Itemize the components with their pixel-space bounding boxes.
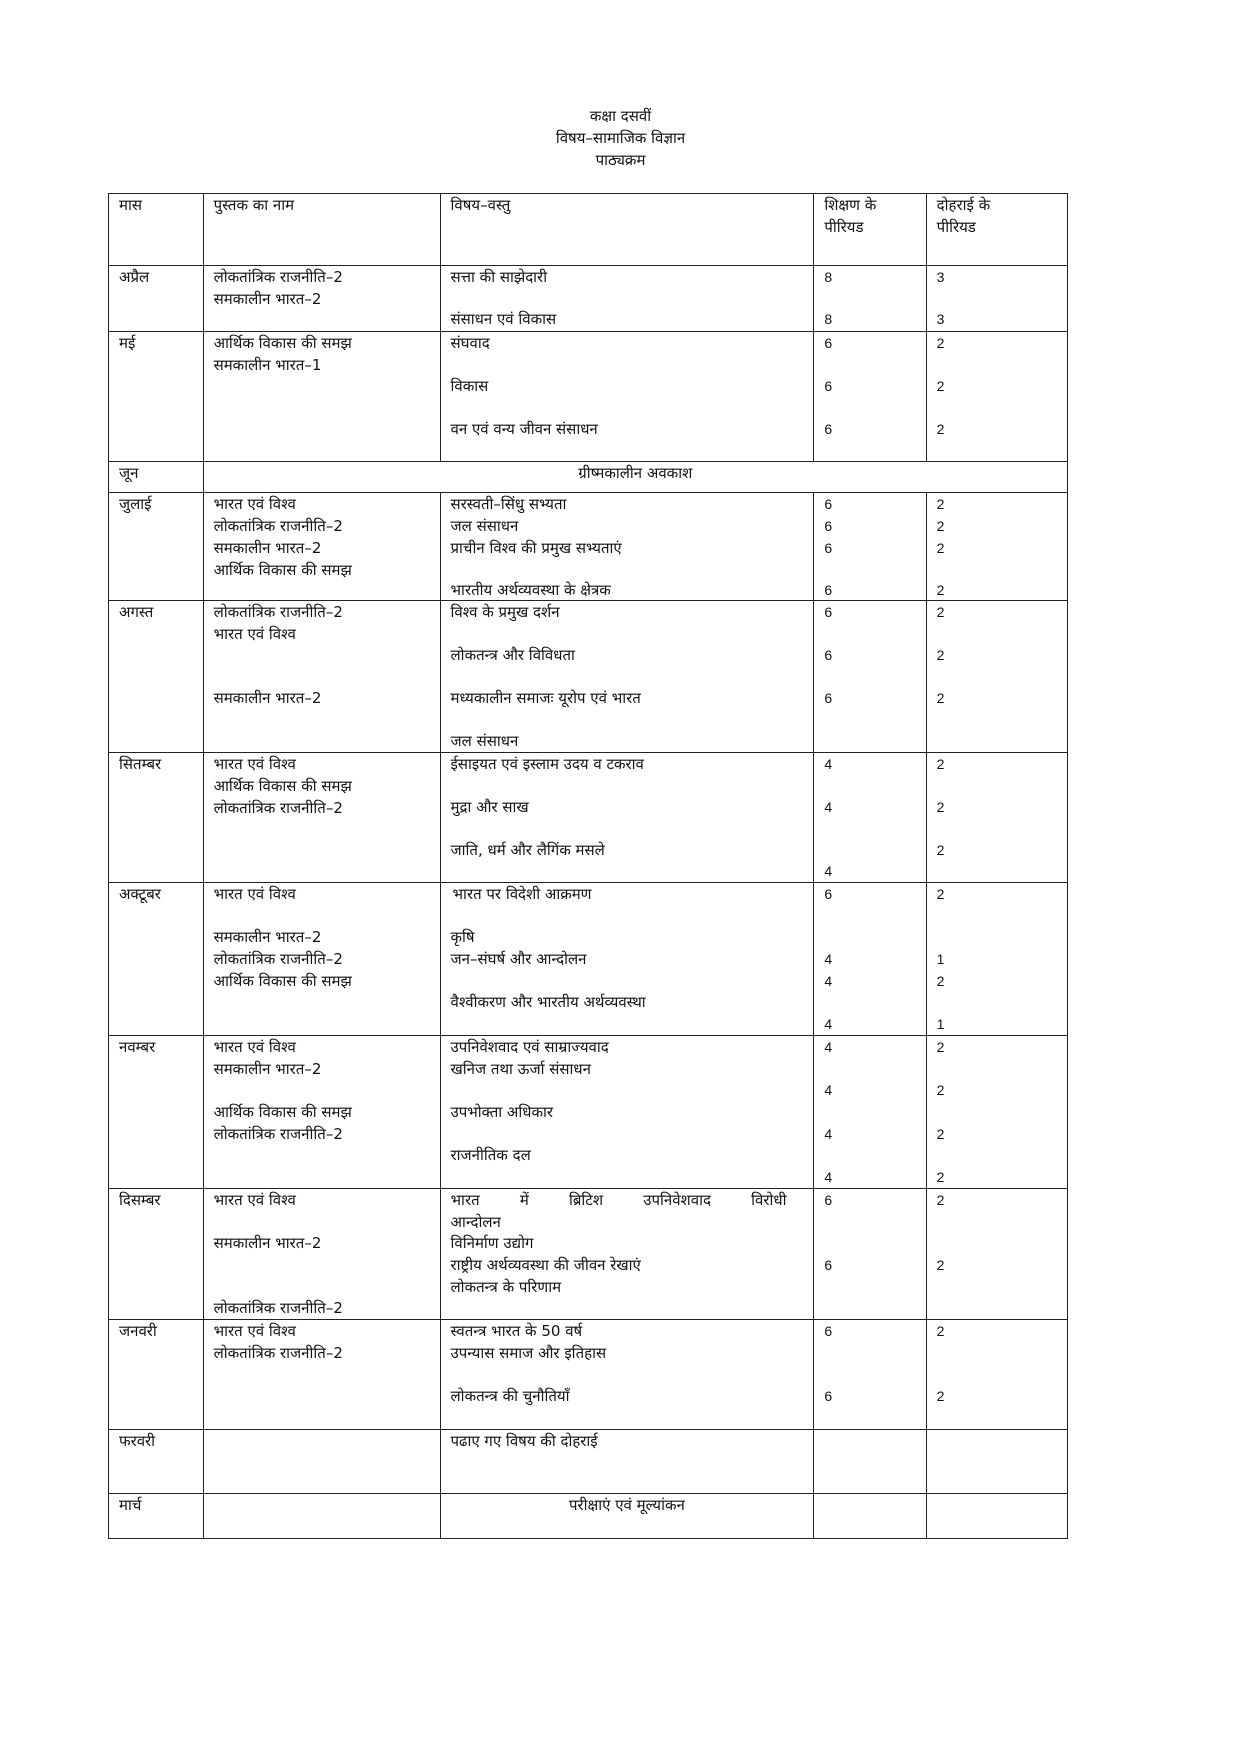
revision-periods: 2 bbox=[936, 378, 945, 394]
table-row bbox=[109, 1189, 1068, 1320]
book-name: समकालीन भारत–2 bbox=[213, 1234, 322, 1252]
teaching-periods: 6 bbox=[824, 1323, 833, 1339]
table-row bbox=[109, 883, 1068, 1036]
content-topic: आन्दोलन bbox=[450, 1213, 501, 1231]
table-row bbox=[109, 332, 1068, 462]
content-topic: ईसाइयत एवं इस्लाम उदय व टकराव bbox=[450, 755, 644, 773]
revision-periods: 2 bbox=[936, 973, 945, 989]
content-topic: जल संसाधन bbox=[450, 732, 519, 750]
content-topic: लोकतन्त्र की चुनौतियाँ bbox=[450, 1387, 570, 1405]
revision-periods: 2 bbox=[936, 335, 945, 351]
month-cell: जुलाई bbox=[119, 495, 152, 513]
content-topic: कृषि bbox=[450, 928, 475, 946]
revision-periods: 2 bbox=[936, 582, 945, 598]
table-row bbox=[109, 1494, 1068, 1539]
revision-periods: 2 bbox=[936, 421, 945, 437]
content-word: उपनिवेशवाद bbox=[643, 1191, 711, 1209]
content-topic: सरस्वती–सिंधु सभ्यता bbox=[450, 495, 567, 513]
doc-title-class: कक्षा दसवीं bbox=[589, 107, 652, 125]
month-cell: नवम्बर bbox=[119, 1038, 156, 1056]
content-topic: भारतीय अर्थव्यवस्था के क्षेत्रक bbox=[450, 581, 611, 599]
teaching-periods: 4 bbox=[824, 756, 833, 772]
book-name: भारत एवं विश्व bbox=[213, 755, 296, 773]
month-cell: सितम्बर bbox=[119, 755, 162, 773]
book-name: भारत एवं विश्व bbox=[213, 1038, 296, 1056]
table-row bbox=[109, 266, 1068, 332]
content-topic: मध्यकालीन समाजः यूरोप एवं भारत bbox=[450, 689, 641, 707]
teaching-periods: 6 bbox=[824, 378, 833, 394]
col-header-content: विषय–वस्तु bbox=[450, 196, 511, 214]
teaching-periods: 4 bbox=[824, 1169, 833, 1185]
content-topic: राष्ट्रीय अर्थव्यवस्था की जीवन रेखाएं bbox=[450, 1256, 641, 1274]
teaching-periods: 4 bbox=[824, 973, 833, 989]
table-row bbox=[109, 601, 1068, 753]
revision-periods: 2 bbox=[936, 604, 945, 620]
table-header-row bbox=[109, 194, 1068, 266]
content-topic: पढाए गए विषय की दोहराई bbox=[450, 1432, 598, 1450]
teaching-periods: 6 bbox=[824, 335, 833, 351]
book-name: लोकतांत्रिक राजनीति–2 bbox=[213, 799, 343, 817]
table-row bbox=[109, 1320, 1068, 1430]
teaching-periods: 4 bbox=[824, 951, 833, 967]
revision-periods: 3 bbox=[936, 269, 945, 285]
content-topic: प्राचीन विश्व की प्रमुख सभ्यताएं bbox=[450, 539, 622, 557]
book-name: लोकतांत्रिक राजनीति–2 bbox=[213, 268, 343, 286]
revision-periods: 2 bbox=[936, 518, 945, 534]
teaching-periods: 4 bbox=[824, 1126, 833, 1142]
teaching-periods: 4 bbox=[824, 799, 833, 815]
book-name: आर्थिक विकास की समझ bbox=[213, 1103, 352, 1121]
revision-periods: 2 bbox=[936, 1323, 945, 1339]
teaching-periods: 6 bbox=[824, 582, 833, 598]
col-header-revision-periods: पीरियड bbox=[936, 218, 976, 236]
teaching-periods: 6 bbox=[824, 1388, 833, 1404]
teaching-periods: 6 bbox=[824, 886, 833, 902]
content-word: भारत bbox=[450, 1191, 480, 1209]
month-cell: जनवरी bbox=[119, 1322, 157, 1340]
content-topic: जल संसाधन bbox=[450, 517, 519, 535]
table-row bbox=[109, 493, 1068, 601]
teaching-periods: 6 bbox=[824, 518, 833, 534]
book-name: समकालीन भारत–2 bbox=[213, 928, 322, 946]
content-topic: विनिर्माण उद्योग bbox=[450, 1234, 534, 1252]
book-name: समकालीन भारत–2 bbox=[213, 290, 322, 308]
book-name: लोकतांत्रिक राजनीति–2 bbox=[213, 1344, 343, 1362]
col-header-teaching: शिक्षण के bbox=[824, 196, 877, 214]
revision-periods: 2 bbox=[936, 647, 945, 663]
revision-periods: 3 bbox=[936, 311, 945, 327]
content-topic: उपनिवेशवाद एवं साम्राज्यवाद bbox=[450, 1038, 609, 1056]
col-header-teaching-periods: पीरियड bbox=[824, 218, 864, 236]
content-topic: वैश्वीकरण और भारतीय अर्थव्यवस्था bbox=[450, 993, 646, 1011]
revision-periods: 2 bbox=[936, 1192, 945, 1208]
book-name: समकालीन भारत–2 bbox=[213, 689, 322, 707]
content-topic: उपभोक्ता अधिकार bbox=[450, 1103, 554, 1121]
teaching-periods: 6 bbox=[824, 604, 833, 620]
teaching-periods: 6 bbox=[824, 1192, 833, 1208]
book-name: भारत एवं विश्व bbox=[213, 1191, 296, 1209]
content-topic: उपन्यास समाज और इतिहास bbox=[450, 1344, 607, 1362]
content-topic: लोकतन्त्र और विविधता bbox=[450, 646, 575, 664]
book-name: भारत एवं विश्व bbox=[213, 1322, 296, 1340]
teaching-periods: 4 bbox=[824, 1082, 833, 1098]
month-cell: जून bbox=[119, 464, 139, 482]
revision-periods: 1 bbox=[936, 951, 945, 967]
content-topic: विकास bbox=[450, 377, 489, 395]
content-topic: खनिज तथा ऊर्जा संसाधन bbox=[450, 1060, 591, 1078]
content-topic: विश्व के प्रमुख दर्शन bbox=[450, 603, 560, 621]
content-topic: वन एवं वन्य जीवन संसाधन bbox=[450, 420, 598, 438]
teaching-periods: 6 bbox=[824, 540, 833, 556]
content-topic: स्वतन्त्र भारत के 50 वर्ष bbox=[450, 1322, 583, 1340]
revision-periods: 2 bbox=[936, 842, 945, 858]
teaching-periods: 8 bbox=[824, 311, 833, 327]
book-name: भारत एवं विश्व bbox=[213, 625, 296, 643]
book-name: समकालीन भारत–1 bbox=[213, 356, 322, 374]
book-name: लोकतांत्रिक राजनीति–2 bbox=[213, 1125, 343, 1143]
book-name: भारत एवं विश्व bbox=[213, 885, 296, 903]
book-name: समकालीन भारत–2 bbox=[213, 1060, 322, 1078]
content-topic: मुद्रा और साख bbox=[450, 798, 529, 816]
revision-periods: 2 bbox=[936, 756, 945, 772]
book-name: आर्थिक विकास की समझ bbox=[213, 972, 352, 990]
revision-periods: 2 bbox=[936, 1169, 945, 1185]
col-header-revision: दोहराई के bbox=[936, 196, 991, 214]
revision-periods: 2 bbox=[936, 1257, 945, 1273]
revision-periods: 2 bbox=[936, 540, 945, 556]
table-row bbox=[109, 753, 1068, 883]
teaching-periods: 4 bbox=[824, 1039, 833, 1055]
revision-periods: 2 bbox=[936, 1039, 945, 1055]
revision-periods: 2 bbox=[936, 496, 945, 512]
exams-evaluation-label: परीक्षाएं एवं मूल्यांकन bbox=[568, 1496, 685, 1514]
summer-vacation-label: ग्रीष्मकालीन अवकाश bbox=[578, 464, 693, 482]
syllabus-table bbox=[108, 193, 1068, 1539]
content-topic: लोकतन्त्र के परिणाम bbox=[450, 1278, 562, 1296]
book-name: लोकतांत्रिक राजनीति–2 bbox=[213, 950, 343, 968]
content-word: ब्रिटिश bbox=[568, 1191, 604, 1209]
teaching-periods: 6 bbox=[824, 1257, 833, 1273]
revision-periods: 2 bbox=[936, 1388, 945, 1404]
content-topic: जाति, धर्म और लैगिंक मसले bbox=[450, 841, 605, 859]
teaching-periods: 6 bbox=[824, 690, 833, 706]
month-cell: अप्रैल bbox=[119, 268, 150, 286]
revision-periods: 2 bbox=[936, 1082, 945, 1098]
month-cell: फरवरी bbox=[119, 1432, 156, 1450]
teaching-periods: 8 bbox=[824, 269, 833, 285]
teaching-periods: 6 bbox=[824, 421, 833, 437]
doc-title-syllabus: पाठ्यक्रम bbox=[595, 151, 646, 169]
teaching-periods: 6 bbox=[824, 496, 833, 512]
col-header-book: पुस्तक का नाम bbox=[213, 196, 295, 214]
teaching-periods: 4 bbox=[824, 863, 833, 879]
content-topic: भारत पर विदेशी आक्रमण bbox=[452, 885, 592, 903]
table-row bbox=[109, 1430, 1068, 1494]
book-name: आर्थिक विकास की समझ bbox=[213, 334, 352, 352]
content-topic: संघवाद bbox=[450, 334, 490, 352]
revision-periods: 2 bbox=[936, 886, 945, 902]
teaching-periods: 4 bbox=[824, 1016, 833, 1032]
book-name: आर्थिक विकास की समझ bbox=[213, 561, 352, 579]
content-topic-justified bbox=[451, 1189, 787, 1211]
table-row bbox=[109, 1036, 1068, 1189]
content-topic: संसाधन एवं विकास bbox=[450, 310, 557, 328]
month-cell: मार्च bbox=[119, 1496, 142, 1514]
revision-periods: 1 bbox=[936, 1016, 945, 1032]
revision-periods: 2 bbox=[936, 690, 945, 706]
revision-periods: 2 bbox=[936, 1126, 945, 1142]
content-topic: जन–संघर्ष और आन्दोलन bbox=[450, 950, 587, 968]
teaching-periods: 6 bbox=[824, 647, 833, 663]
book-name: लोकतांत्रिक राजनीति–2 bbox=[213, 1299, 343, 1317]
content-word: में bbox=[519, 1191, 529, 1209]
table-row bbox=[109, 462, 1068, 493]
book-name: समकालीन भारत–2 bbox=[213, 539, 322, 557]
month-cell: दिसम्बर bbox=[119, 1191, 161, 1209]
content-word: विरोधी bbox=[751, 1191, 787, 1209]
content-topic: सत्ता की साझेदारी bbox=[450, 268, 548, 286]
book-name: लोकतांत्रिक राजनीति–2 bbox=[213, 517, 343, 535]
col-header-month: मास bbox=[119, 196, 142, 214]
book-name: भारत एवं विश्व bbox=[213, 495, 296, 513]
revision-periods: 2 bbox=[936, 799, 945, 815]
month-cell: अक्टूबर bbox=[119, 885, 161, 903]
month-cell: मई bbox=[119, 334, 136, 352]
book-name: लोकतांत्रिक राजनीति–2 bbox=[213, 603, 343, 621]
doc-title-subject: विषय–सामाजिक विज्ञान bbox=[555, 129, 686, 147]
book-name: आर्थिक विकास की समझ bbox=[213, 777, 352, 795]
month-cell: अगस्त bbox=[119, 603, 154, 621]
content-topic: राजनीतिक दल bbox=[450, 1146, 531, 1164]
